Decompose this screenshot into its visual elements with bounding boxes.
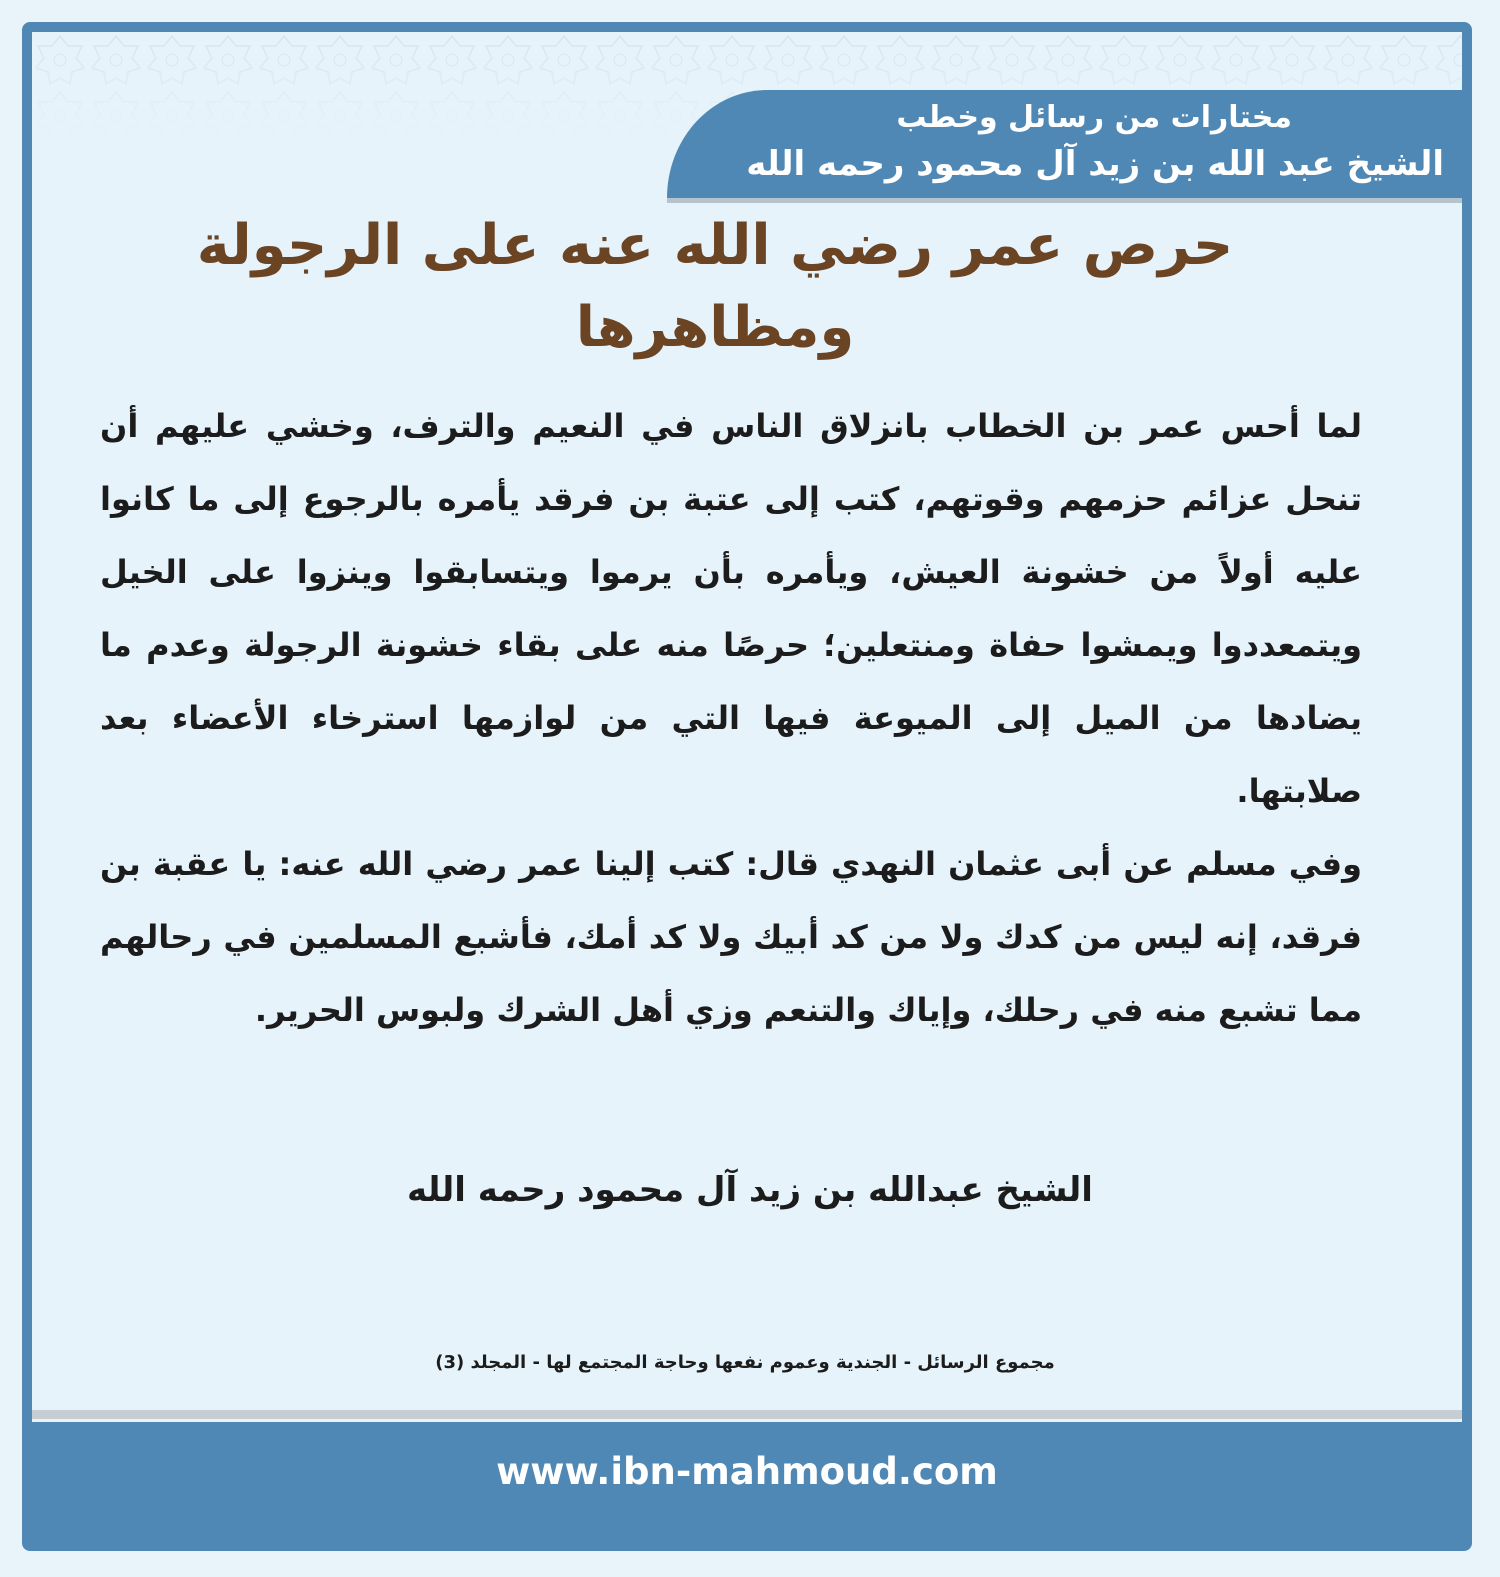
title-line-1: حرص عمر رضي الله عنه على الرجولة bbox=[196, 213, 1234, 278]
header-band bbox=[667, 90, 1462, 203]
article-body bbox=[100, 390, 1362, 1047]
page-title bbox=[150, 205, 1280, 369]
paragraph-2: وفي مسلم عن أبى عثمان النهدي قال: كتب إلينا عمر رضي الله عنه: يا عقبة بن فرقد، إنه ليس من كدك ولا من كد أبيك ولا كد أمك، فأشبع المسلمين في رحالهم مما تشبع منه في رحلك، وإياك والتنعم وزي أهل الشرك ولبوس الحرير. bbox=[100, 845, 1362, 1029]
website-link[interactable]: www.ibn-mahmoud.com bbox=[496, 1450, 998, 1493]
title-line-2: ومظاهرها bbox=[575, 295, 855, 360]
paragraph-1: لما أحس عمر بن الخطاب بانزلاق الناس في النعيم والترف، وخشي عليهم أن تنحل عزائم حزمهم وقوتهم، كتب إلى عتبة بن فرقد يأمره بالرجوع إلى ما كانوا عليه أولاً من خشونة العيش، ويأمره بأن يرموا ويتسابقوا وينزوا على الخيل ويتمعددوا ويمشوا حفاة ومنتعلين؛ حرصًا منه على بقاء خشونة الرجولة وعدم ما يضادها من الميل إلى الميوعة فيها التي من لوازمها استرخاء الأعضاء بعد صلابتها. bbox=[100, 407, 1362, 810]
source-citation: مجموع الرسائل - الجندية وعموم نفعها وحاجة المجتمع لها - المجلد (3) bbox=[435, 1352, 1055, 1373]
header-author: الشيخ عبد الله بن زيد آل محمود رحمه الله bbox=[746, 144, 1444, 184]
footer-divider bbox=[32, 1410, 1462, 1419]
header-subtitle: مختارات من رسائل وخطب bbox=[896, 100, 1292, 135]
author-signature: الشيخ عبدالله بن زيد آل محمود رحمه الله bbox=[407, 1170, 1093, 1210]
